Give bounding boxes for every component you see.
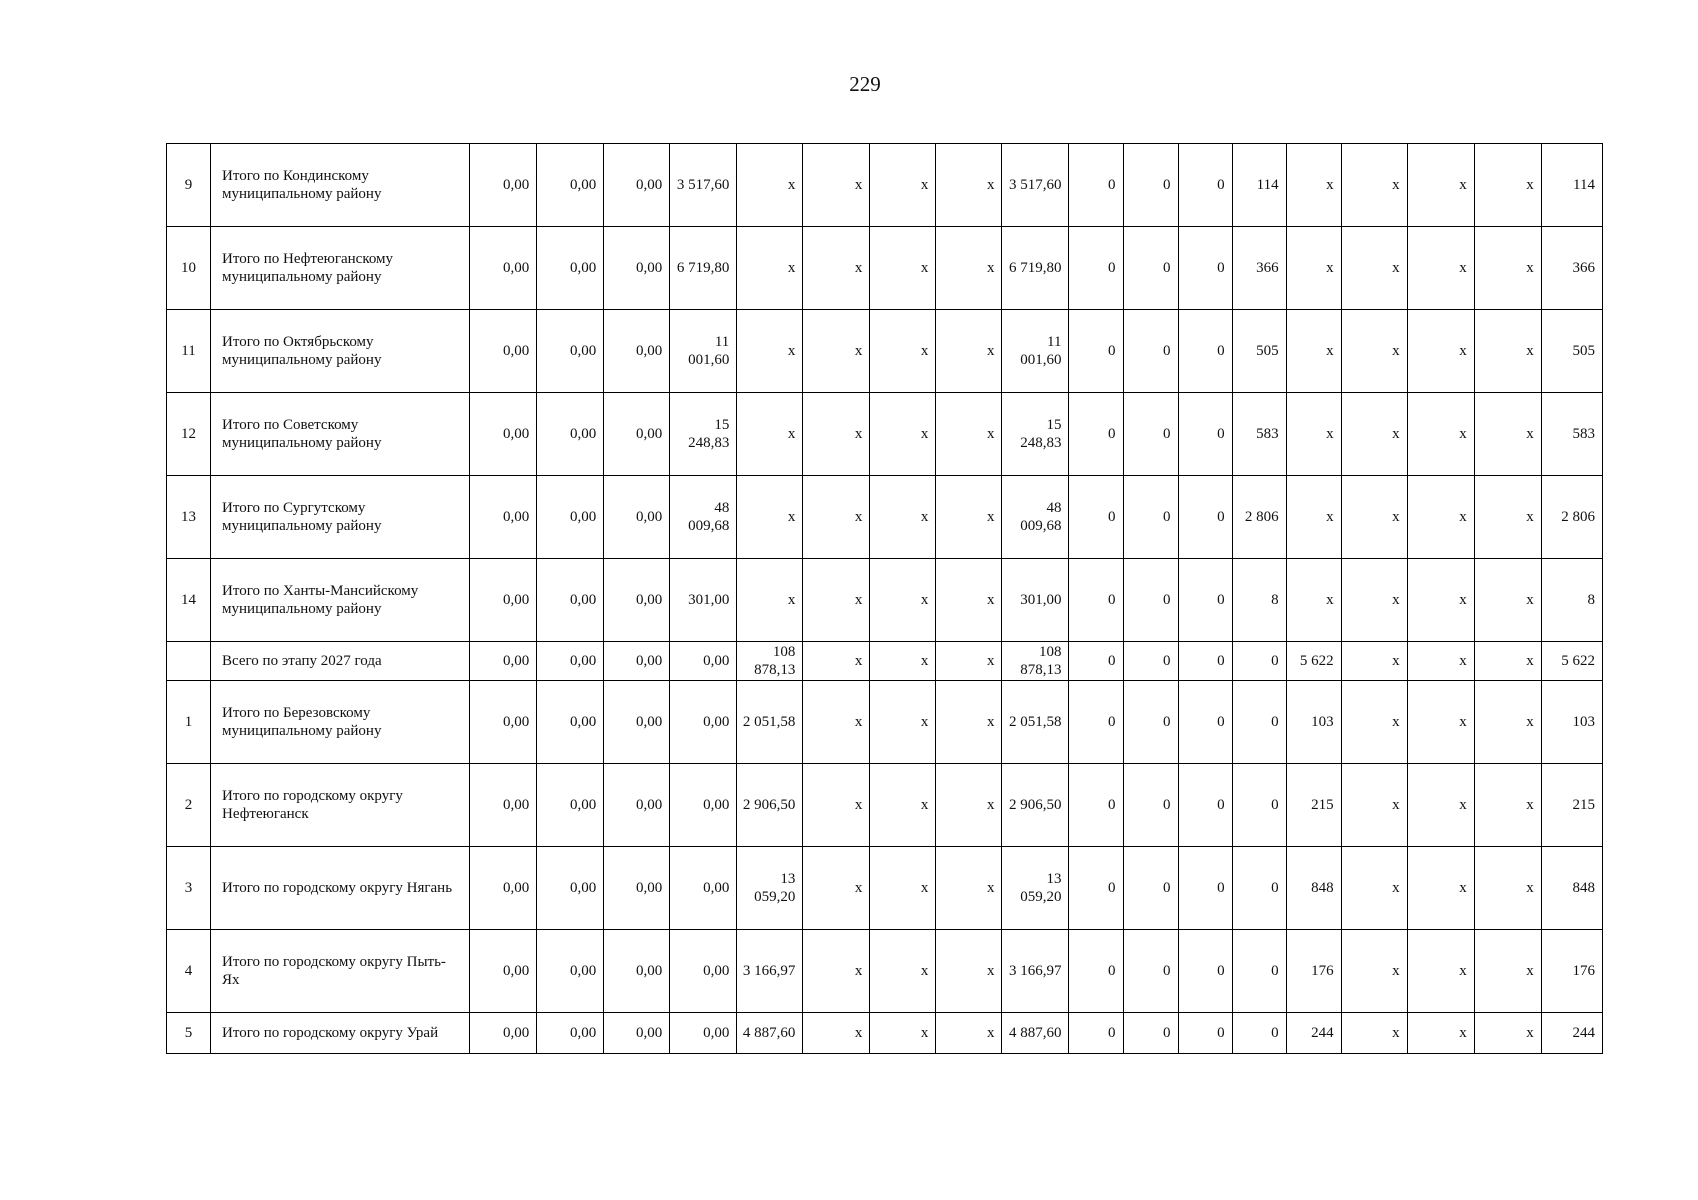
value-cell: 6 719,80: [1002, 227, 1069, 310]
value-cell: 3 166,97: [737, 930, 803, 1013]
value-cell: 0: [1178, 764, 1232, 847]
value-cell: x: [870, 681, 936, 764]
value-cell: x: [1286, 227, 1341, 310]
value-cell: 108 878,13: [1002, 642, 1069, 681]
value-cell: 0: [1069, 930, 1123, 1013]
value-cell: x: [870, 642, 936, 681]
value-cell: x: [936, 930, 1002, 1013]
value-cell: x: [1407, 144, 1474, 227]
row-name-cell: Итого по Кондинскому муниципальному району: [211, 144, 470, 227]
value-cell: 0: [1178, 559, 1232, 642]
value-cell: 0,00: [470, 642, 537, 681]
value-cell: 0,00: [470, 930, 537, 1013]
value-cell: x: [1341, 559, 1407, 642]
value-cell: x: [803, 559, 870, 642]
value-cell: 0,00: [604, 476, 670, 559]
value-cell: 0: [1232, 930, 1286, 1013]
value-cell: 0,00: [670, 1013, 737, 1054]
value-cell: x: [737, 310, 803, 393]
value-cell: x: [803, 642, 870, 681]
value-cell: x: [737, 476, 803, 559]
value-cell: 0: [1178, 1013, 1232, 1054]
value-cell: 0: [1232, 847, 1286, 930]
value-cell: 0: [1069, 847, 1123, 930]
value-cell: 0,00: [537, 930, 604, 1013]
value-cell: 0: [1178, 476, 1232, 559]
value-cell: x: [936, 764, 1002, 847]
table-row: [167, 559, 1603, 642]
row-number-cell: 11: [167, 310, 211, 393]
value-cell: 215: [1541, 764, 1602, 847]
value-cell: 0,00: [537, 559, 604, 642]
value-cell: 15 248,83: [1002, 393, 1069, 476]
value-cell: 0: [1069, 681, 1123, 764]
value-cell: x: [1407, 847, 1474, 930]
value-cell: x: [1407, 476, 1474, 559]
value-cell: 3 517,60: [1002, 144, 1069, 227]
table-row: [167, 847, 1603, 930]
value-cell: 0,00: [604, 1013, 670, 1054]
value-cell: x: [1407, 642, 1474, 681]
value-cell: 114: [1232, 144, 1286, 227]
value-cell: 0,00: [537, 227, 604, 310]
value-cell: 0,00: [537, 310, 604, 393]
value-cell: 0,00: [537, 476, 604, 559]
value-cell: 301,00: [670, 559, 737, 642]
value-cell: 0,00: [470, 227, 537, 310]
value-cell: 0: [1178, 227, 1232, 310]
value-cell: 0,00: [470, 1013, 537, 1054]
value-cell: x: [1286, 393, 1341, 476]
value-cell: 0,00: [470, 144, 537, 227]
table-row: [167, 393, 1603, 476]
value-cell: 0: [1178, 642, 1232, 681]
value-cell: x: [1474, 310, 1541, 393]
value-cell: x: [1474, 393, 1541, 476]
value-cell: x: [803, 144, 870, 227]
value-cell: x: [1474, 847, 1541, 930]
value-cell: 0: [1232, 642, 1286, 681]
value-cell: x: [803, 1013, 870, 1054]
value-cell: x: [870, 310, 936, 393]
value-cell: x: [870, 1013, 936, 1054]
value-cell: x: [803, 227, 870, 310]
value-cell: 0: [1123, 847, 1178, 930]
value-cell: x: [936, 476, 1002, 559]
value-cell: 0,00: [470, 681, 537, 764]
value-cell: 2 806: [1541, 476, 1602, 559]
value-cell: 0,00: [470, 559, 537, 642]
row-name-cell: Итого по Ханты-Мансийскому муниципальному району: [211, 559, 470, 642]
value-cell: 0: [1069, 144, 1123, 227]
value-cell: x: [1341, 642, 1407, 681]
value-cell: 0: [1123, 227, 1178, 310]
value-cell: 0,00: [604, 642, 670, 681]
table-row: [167, 310, 1603, 393]
value-cell: 0: [1178, 681, 1232, 764]
value-cell: 0,00: [604, 144, 670, 227]
row-name-cell: Итого по городскому округу Пыть-Ях: [211, 930, 470, 1013]
value-cell: 0,00: [470, 847, 537, 930]
value-cell: x: [737, 144, 803, 227]
value-cell: x: [803, 476, 870, 559]
value-cell: x: [1341, 1013, 1407, 1054]
table-row: [167, 1013, 1603, 1054]
value-cell: 583: [1232, 393, 1286, 476]
value-cell: x: [870, 764, 936, 847]
value-cell: x: [1407, 310, 1474, 393]
value-cell: x: [1286, 144, 1341, 227]
value-cell: x: [1286, 476, 1341, 559]
row-number-cell: 9: [167, 144, 211, 227]
value-cell: 0: [1069, 393, 1123, 476]
row-number-cell: 4: [167, 930, 211, 1013]
value-cell: 6 719,80: [670, 227, 737, 310]
value-cell: 848: [1286, 847, 1341, 930]
value-cell: x: [1341, 930, 1407, 1013]
row-number-cell: 14: [167, 559, 211, 642]
value-cell: 48 009,68: [1002, 476, 1069, 559]
value-cell: 0,00: [470, 393, 537, 476]
value-cell: 0: [1123, 310, 1178, 393]
value-cell: 505: [1232, 310, 1286, 393]
value-cell: x: [737, 227, 803, 310]
row-name-cell: Итого по Нефтеюганскому муниципальному району: [211, 227, 470, 310]
value-cell: x: [1474, 764, 1541, 847]
table-body: [167, 144, 1603, 1054]
row-name-cell: Итого по Сургутскому муниципальному району: [211, 476, 470, 559]
value-cell: 0: [1123, 1013, 1178, 1054]
value-cell: 2 806: [1232, 476, 1286, 559]
value-cell: 2 906,50: [1002, 764, 1069, 847]
value-cell: 0: [1069, 310, 1123, 393]
page-number: 229: [849, 72, 881, 96]
value-cell: 0: [1069, 476, 1123, 559]
value-cell: x: [1407, 930, 1474, 1013]
value-cell: 0,00: [537, 847, 604, 930]
value-cell: x: [870, 930, 936, 1013]
value-cell: x: [936, 559, 1002, 642]
row-name-cell: Итого по городскому округу Нягань: [211, 847, 470, 930]
value-cell: x: [870, 476, 936, 559]
value-cell: 244: [1286, 1013, 1341, 1054]
value-cell: 2 051,58: [737, 681, 803, 764]
row-number-cell: 12: [167, 393, 211, 476]
value-cell: x: [803, 930, 870, 1013]
row-name-cell: Итого по Березовскому муниципальному району: [211, 681, 470, 764]
value-cell: 0: [1178, 144, 1232, 227]
row-name-cell: Итого по Октябрьскому муниципальному району: [211, 310, 470, 393]
value-cell: x: [1407, 681, 1474, 764]
value-cell: 11 001,60: [1002, 310, 1069, 393]
value-cell: 13 059,20: [737, 847, 803, 930]
value-cell: 11 001,60: [670, 310, 737, 393]
table-row: [167, 642, 1603, 681]
value-cell: 0,00: [604, 393, 670, 476]
value-cell: 0: [1123, 476, 1178, 559]
value-cell: 3 166,97: [1002, 930, 1069, 1013]
value-cell: x: [1474, 681, 1541, 764]
value-cell: 0: [1123, 681, 1178, 764]
value-cell: 0: [1069, 764, 1123, 847]
value-cell: 215: [1286, 764, 1341, 847]
value-cell: x: [737, 393, 803, 476]
value-cell: 114: [1541, 144, 1602, 227]
row-name-cell: Итого по городскому округу Нефтеюганск: [211, 764, 470, 847]
value-cell: 0,00: [604, 764, 670, 847]
value-cell: 0: [1069, 227, 1123, 310]
value-cell: 244: [1541, 1013, 1602, 1054]
value-cell: x: [1474, 559, 1541, 642]
value-cell: x: [1341, 764, 1407, 847]
value-cell: 0: [1123, 642, 1178, 681]
value-cell: x: [936, 144, 1002, 227]
row-number-cell: 10: [167, 227, 211, 310]
value-cell: 13 059,20: [1002, 847, 1069, 930]
value-cell: 0,00: [537, 1013, 604, 1054]
value-cell: 0,00: [604, 227, 670, 310]
value-cell: x: [737, 559, 803, 642]
row-name-cell: Итого по городскому округу Урай: [211, 1013, 470, 1054]
value-cell: 0,00: [670, 930, 737, 1013]
value-cell: x: [1341, 227, 1407, 310]
value-cell: x: [1341, 393, 1407, 476]
value-cell: 0: [1069, 559, 1123, 642]
value-cell: 0,00: [670, 847, 737, 930]
value-cell: x: [1341, 476, 1407, 559]
value-cell: x: [936, 393, 1002, 476]
value-cell: 0,00: [537, 681, 604, 764]
value-cell: 0,00: [604, 559, 670, 642]
value-cell: 0,00: [537, 393, 604, 476]
row-number-cell: 13: [167, 476, 211, 559]
value-cell: x: [1286, 559, 1341, 642]
value-cell: x: [1341, 847, 1407, 930]
value-cell: 0: [1178, 847, 1232, 930]
value-cell: x: [1407, 764, 1474, 847]
value-cell: x: [1341, 681, 1407, 764]
value-cell: 2 051,58: [1002, 681, 1069, 764]
value-cell: 5 622: [1286, 642, 1341, 681]
value-cell: 0: [1178, 310, 1232, 393]
value-cell: x: [1407, 1013, 1474, 1054]
value-cell: x: [1474, 227, 1541, 310]
value-cell: 848: [1541, 847, 1602, 930]
value-cell: 583: [1541, 393, 1602, 476]
value-cell: x: [870, 393, 936, 476]
value-cell: 0,00: [670, 681, 737, 764]
value-cell: 0: [1123, 930, 1178, 1013]
data-table: [166, 143, 1603, 1054]
value-cell: 0: [1232, 681, 1286, 764]
value-cell: 176: [1286, 930, 1341, 1013]
value-cell: 0,00: [604, 930, 670, 1013]
row-number-cell: 5: [167, 1013, 211, 1054]
value-cell: 0,00: [537, 764, 604, 847]
table-row: [167, 227, 1603, 310]
value-cell: 0: [1123, 144, 1178, 227]
row-number-cell: 1: [167, 681, 211, 764]
value-cell: 0,00: [470, 764, 537, 847]
value-cell: x: [803, 847, 870, 930]
value-cell: 0,00: [604, 310, 670, 393]
value-cell: 4 887,60: [1002, 1013, 1069, 1054]
value-cell: x: [1407, 227, 1474, 310]
value-cell: 0,00: [470, 476, 537, 559]
value-cell: 0: [1123, 764, 1178, 847]
value-cell: x: [1407, 393, 1474, 476]
value-cell: x: [936, 310, 1002, 393]
table-row: [167, 476, 1603, 559]
value-cell: 0,00: [470, 310, 537, 393]
value-cell: 0,00: [670, 764, 737, 847]
row-number-cell: [167, 642, 211, 681]
row-number-cell: 3: [167, 847, 211, 930]
value-cell: 0,00: [604, 681, 670, 764]
value-cell: x: [870, 847, 936, 930]
table-row: [167, 930, 1603, 1013]
value-cell: x: [870, 559, 936, 642]
table-row: [167, 144, 1603, 227]
value-cell: 8: [1232, 559, 1286, 642]
value-cell: x: [1474, 1013, 1541, 1054]
row-name-cell: Итого по Советскому муниципальному району: [211, 393, 470, 476]
value-cell: 0: [1123, 393, 1178, 476]
value-cell: 15 248,83: [670, 393, 737, 476]
row-number-cell: 2: [167, 764, 211, 847]
value-cell: 176: [1541, 930, 1602, 1013]
value-cell: x: [1474, 144, 1541, 227]
value-cell: x: [1474, 642, 1541, 681]
value-cell: x: [803, 393, 870, 476]
value-cell: x: [936, 847, 1002, 930]
value-cell: x: [803, 681, 870, 764]
value-cell: x: [936, 681, 1002, 764]
value-cell: x: [936, 642, 1002, 681]
value-cell: 3 517,60: [670, 144, 737, 227]
value-cell: x: [1341, 144, 1407, 227]
value-cell: 4 887,60: [737, 1013, 803, 1054]
value-cell: x: [1474, 476, 1541, 559]
value-cell: 5 622: [1541, 642, 1602, 681]
value-cell: 0,00: [670, 642, 737, 681]
value-cell: x: [803, 764, 870, 847]
row-name-cell: Всего по этапу 2027 года: [211, 642, 470, 681]
value-cell: x: [1474, 930, 1541, 1013]
value-cell: x: [1286, 310, 1341, 393]
value-cell: 0,00: [537, 642, 604, 681]
table-row: [167, 681, 1603, 764]
value-cell: x: [1407, 559, 1474, 642]
value-cell: 103: [1286, 681, 1341, 764]
value-cell: x: [870, 144, 936, 227]
value-cell: 505: [1541, 310, 1602, 393]
value-cell: 108 878,13: [737, 642, 803, 681]
value-cell: 103: [1541, 681, 1602, 764]
value-cell: 366: [1541, 227, 1602, 310]
value-cell: 48 009,68: [670, 476, 737, 559]
value-cell: x: [936, 1013, 1002, 1054]
value-cell: x: [803, 310, 870, 393]
value-cell: 0: [1178, 393, 1232, 476]
value-cell: 0: [1069, 1013, 1123, 1054]
value-cell: 0: [1069, 642, 1123, 681]
value-cell: x: [1341, 310, 1407, 393]
value-cell: 0,00: [604, 847, 670, 930]
value-cell: 0: [1232, 764, 1286, 847]
value-cell: 0: [1123, 559, 1178, 642]
value-cell: x: [870, 227, 936, 310]
value-cell: 0: [1232, 1013, 1286, 1054]
value-cell: 2 906,50: [737, 764, 803, 847]
value-cell: 8: [1541, 559, 1602, 642]
value-cell: 301,00: [1002, 559, 1069, 642]
value-cell: 0: [1178, 930, 1232, 1013]
table-row: [167, 764, 1603, 847]
value-cell: 0,00: [537, 144, 604, 227]
value-cell: x: [936, 227, 1002, 310]
value-cell: 366: [1232, 227, 1286, 310]
